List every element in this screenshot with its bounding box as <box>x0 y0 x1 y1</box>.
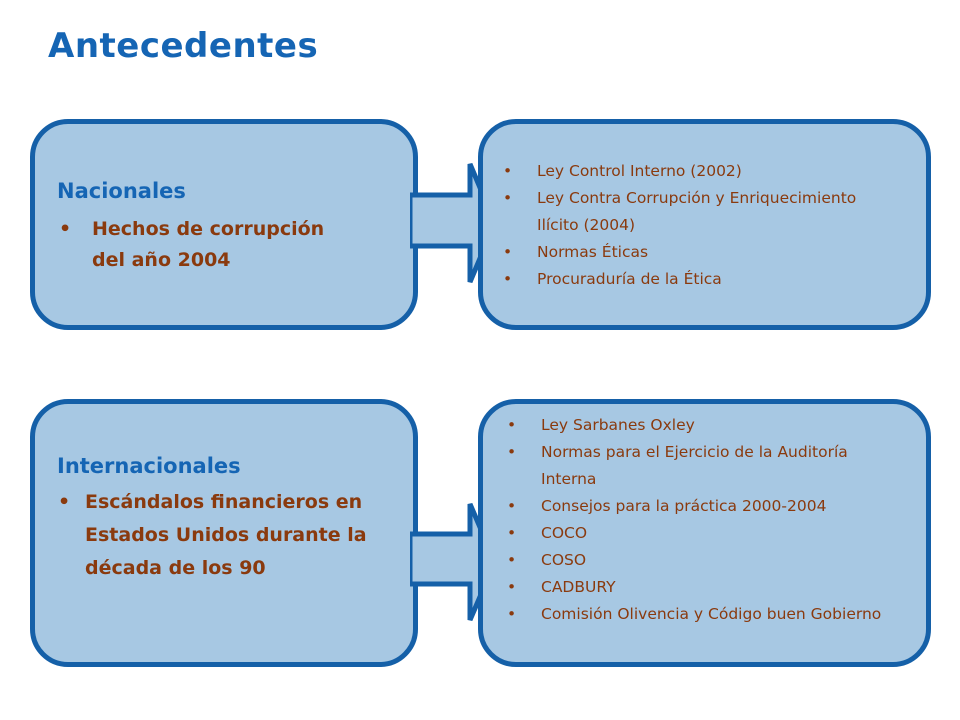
internacionales-list <box>55 486 400 585</box>
list-item: • Comisión Olivencia y Código buen Gobierno <box>505 601 895 628</box>
page-title: Antecedentes <box>48 26 319 66</box>
internacionales-details-list <box>505 412 895 628</box>
list-item: • Hechos de corrupción del año 2004 <box>57 214 357 276</box>
nacionales-box <box>30 119 418 330</box>
nacionales-details-box <box>478 119 931 330</box>
list-item: • Procuraduría de la Ética <box>501 266 891 293</box>
list-item: • CADBURY <box>505 574 895 601</box>
list-item: • COSO <box>505 547 895 574</box>
list-item: • Ley Sarbanes Oxley <box>505 412 895 439</box>
internacionales-box <box>30 399 418 667</box>
internacionales-details-box <box>478 399 931 667</box>
list-item: • COCO <box>505 520 895 547</box>
list-item: • Ley Contra Corrupción y Enriquecimiento Ilícito (2004) <box>501 185 891 239</box>
nacionales-heading: Nacionales <box>57 179 186 203</box>
internacionales-heading: Internacionales <box>57 454 241 478</box>
nacionales-list <box>57 214 357 276</box>
list-item: • Normas para el Ejercicio de la Auditoría Interna <box>505 439 895 493</box>
list-item: • Normas Éticas <box>501 239 891 266</box>
list-item: • Consejos para la práctica 2000-2004 <box>505 493 895 520</box>
nacionales-details-list <box>501 158 891 293</box>
list-item: • Escándalos financieros en Estados Unidos durante la década de los 90 <box>55 486 400 585</box>
list-item: • Ley Control Interno (2002) <box>501 158 891 185</box>
